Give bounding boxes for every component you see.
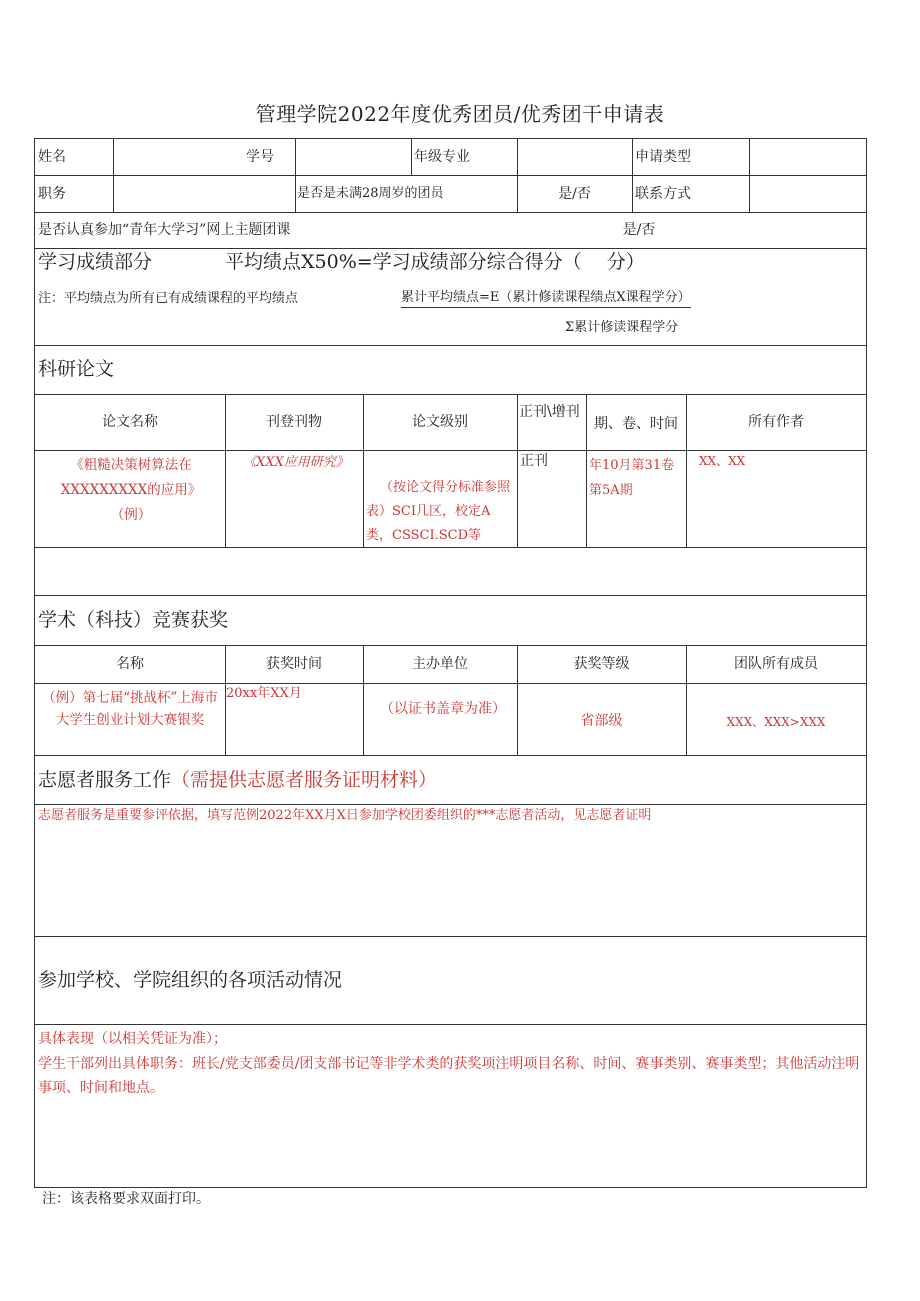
application-type-field[interactable] <box>750 140 865 174</box>
example-award-level: 省部级 <box>580 713 623 729</box>
age-answer[interactable]: 是/否 <box>558 186 591 202</box>
student-id-field[interactable] <box>296 140 410 174</box>
volunteer-heading-main: 志愿者服务工作 <box>38 769 172 791</box>
issue-input[interactable] <box>587 548 685 594</box>
post-label: 职务 <box>38 186 66 202</box>
col-paper-level: 论文级别 <box>412 414 468 430</box>
journal-input[interactable] <box>226 548 362 594</box>
name-label: 姓名 <box>38 149 66 165</box>
paper-title-input[interactable] <box>36 548 224 594</box>
youth-study-answer[interactable]: 是/否 <box>622 222 656 238</box>
research-heading: 科研论文 <box>38 358 115 380</box>
col-issue: 期、卷、时间 <box>594 416 678 432</box>
col-award-name: 名称 <box>116 656 144 672</box>
col-paper-title: 论文名称 <box>102 414 158 430</box>
activities-heading: 参加学校、学院组织的各项活动情况 <box>38 969 343 991</box>
col-journal: 刊登刊物 <box>266 414 322 430</box>
col-authors: 所有作者 <box>748 414 804 430</box>
activities-input-area[interactable] <box>36 1104 865 1187</box>
example-journal-kind: 正刊 <box>520 453 548 469</box>
col-award-time: 获奖时间 <box>266 656 322 672</box>
col-award-level: 获奖等级 <box>573 656 630 672</box>
contact-label: 联系方式 <box>635 186 691 202</box>
example-authors: XX、XX <box>699 454 746 468</box>
grades-formula: 平均绩点X50%=学习成绩部分综合得分（ 分） <box>225 251 645 273</box>
contact-field[interactable] <box>750 176 865 211</box>
col-organizer: 主办单位 <box>412 656 468 672</box>
example-award-name: （例）第七届“挑战杯”上海市大学生创业计划大赛银奖 <box>42 690 218 728</box>
journal-kind-input[interactable] <box>518 548 585 594</box>
major-label: 年级专业 <box>414 149 470 165</box>
age-question: 是否是未满28周岁的团员 <box>297 186 444 201</box>
youth-study-question: 是否认真参加“青年大学习”网上主题团课 <box>38 222 291 238</box>
col-journal-kind: 正刊\增刊 <box>519 404 580 420</box>
grades-heading: 学习成绩部分 <box>38 251 153 273</box>
major-field[interactable] <box>518 140 631 174</box>
authors-input[interactable] <box>687 548 865 594</box>
paper-level-input[interactable] <box>364 548 516 594</box>
example-paper-level: （按论文得分标准参照表）SCI几区，校定A类，CSSCI.SCD等 <box>366 480 511 543</box>
name-field[interactable] <box>114 140 244 174</box>
grades-note: 注：平均绩点为所有已有成绩课程的平均绩点 <box>38 291 299 306</box>
volunteer-heading-note: （需提供志愿者服务证明材料） <box>171 769 438 791</box>
volunteer-heading <box>38 768 437 792</box>
volunteer-example-text: 志愿者服务是重要参评依据，填写范例2022年XX月X日参加学校团委组织的***志愿者活动，见志愿者证明 <box>38 808 652 823</box>
example-paper-title: 《粗糙决策树算法在XXXXXXXXX的应用》（例） <box>60 457 202 523</box>
footer-note: 注：该表格要求双面打印。 <box>42 1191 210 1207</box>
activities-line-1: 具体表现（以相关凭证为准）； <box>38 1031 227 1047</box>
example-team-members: XXX、XXX>XXX <box>726 715 826 729</box>
example-organizer: （以证书盖章为准） <box>380 701 506 717</box>
application-type-label: 申请类型 <box>635 149 691 165</box>
activities-line-2: 学生干部列出具体职务：班长/党支部委员/团支部书记等非学术类的获奖项注明项目名称、时间、赛事类别、赛事类型；其他活动注明事项、时间和地点。 <box>38 1056 860 1096</box>
post-field[interactable] <box>114 176 294 211</box>
student-id-label: 学号 <box>246 149 274 165</box>
application-form <box>34 138 867 1188</box>
page-title: 管理学院2022年度优秀团员/优秀团干申请表 <box>255 102 665 126</box>
example-issue: 年10月第31卷第5A期 <box>589 458 675 498</box>
col-team-members: 团队所有成员 <box>734 656 818 672</box>
example-journal: 《XXX应用研究》 <box>243 455 349 470</box>
example-award-time: 20xx年XX月 <box>226 686 302 701</box>
competition-heading: 学术（科技）竞赛获奖 <box>38 609 229 631</box>
credit-denominator: Σ累计修读课程学分 <box>565 320 679 335</box>
volunteer-input-area[interactable] <box>36 829 865 935</box>
cumulative-gpa-formula: 累计平均绩点=E（累计修读课程绩点X课程学分） <box>401 289 691 308</box>
